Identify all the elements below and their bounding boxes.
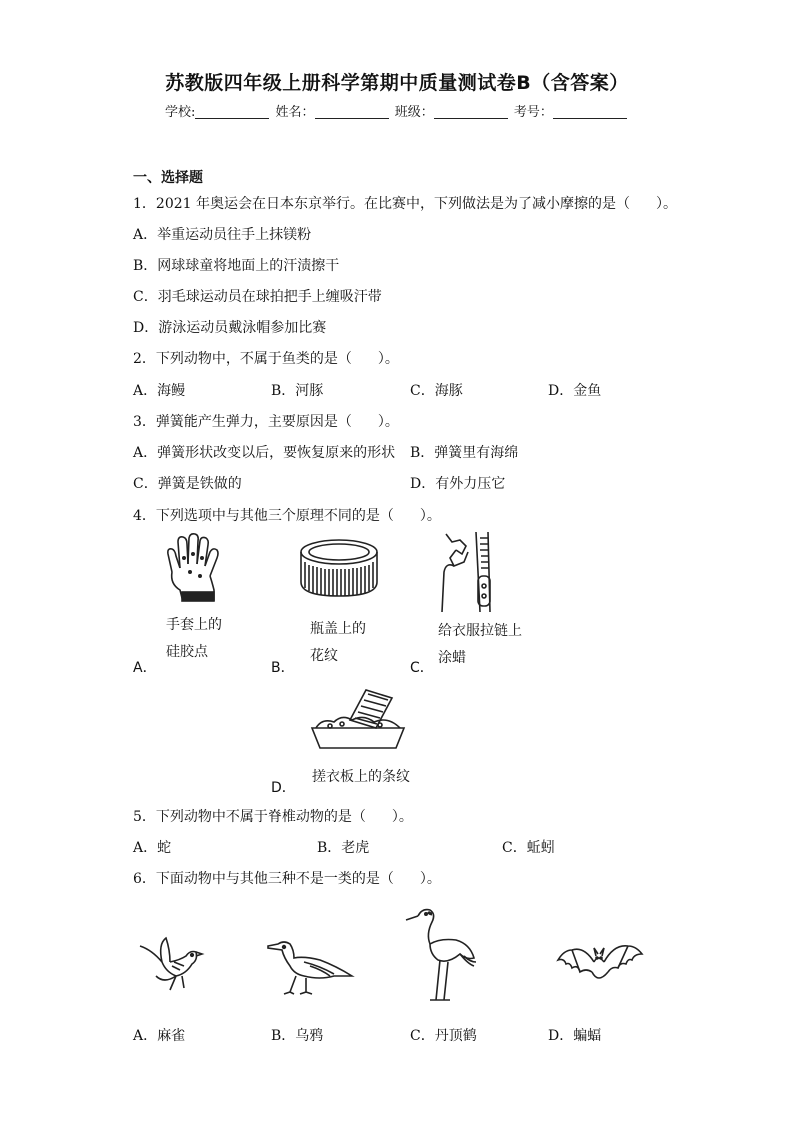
- question-6-option-d: D．蝙蝠: [548, 1028, 602, 1044]
- section-title: 一、选择题: [133, 170, 203, 186]
- question-3-option-a: A．弹簧形状改变以后，要恢复原来的形状: [133, 445, 396, 461]
- question-2-option-d: D．金鱼: [548, 383, 602, 399]
- question-4-stem: 4．下列选项中与其他三个原理不同的是（ ）。: [133, 508, 441, 524]
- page-title: 苏教版四年级上册科学第期中质量测试卷B（含答案）: [165, 72, 629, 94]
- crow-image: [264, 936, 356, 998]
- class-label: 班级：: [394, 105, 434, 120]
- question-5-option-a: A．蛇: [133, 840, 172, 856]
- question-1-option-b: B．网球球童将地面上的汗渍擦干: [133, 258, 340, 274]
- exam-no-blank: [553, 105, 627, 119]
- question-6-option-a: A．麻雀: [133, 1028, 186, 1044]
- question-6-option-b: B．乌鸦: [271, 1028, 324, 1044]
- bottle-cap-image: [296, 538, 382, 602]
- question-2-option-a: A．海鳗: [133, 383, 186, 399]
- school-blank: [195, 105, 269, 119]
- question-3-stem: 3．弹簧能产生弹力，主要原因是（ ）。: [133, 414, 399, 430]
- question-1-option-a: A．举重运动员往手上抹镁粉: [133, 227, 312, 243]
- question-5-option-c: C．蚯蚓: [502, 840, 555, 856]
- glove-image: [160, 532, 230, 607]
- question-1-option-d: D．游泳运动员戴泳帽参加比赛: [133, 320, 327, 336]
- crane-image: [404, 902, 480, 1004]
- question-1-option-c: C．羽毛球运动员在球拍把手上缠吸汗带: [133, 289, 382, 305]
- question-3-option-c: C．弹簧是铁做的: [133, 476, 242, 492]
- question-4-option-d: D．: [271, 780, 296, 796]
- question-5-option-b: B．老虎: [317, 840, 370, 856]
- question-6-stem: 6．下面动物中与其他三种不是一类的是（ ）。: [133, 871, 441, 887]
- question-4-caption-d: 搓衣板上的条纹: [312, 769, 410, 785]
- school-label: 学校:: [165, 105, 196, 120]
- question-3-option-d: D．有外力压它: [410, 476, 506, 492]
- question-4-caption-a: 手套上的 硅胶点: [166, 617, 222, 660]
- question-4-caption-c: 给衣服拉链上 涂蜡: [438, 623, 522, 666]
- question-2-stem: 2．下列动物中，不属于鱼类的是（ ）。: [133, 351, 399, 367]
- question-1-stem: 1．2021 年奥运会在日本东京举行。在比赛中，下列做法是为了减小摩擦的是（ ）。: [133, 196, 677, 212]
- name-label: 姓名：: [275, 105, 315, 120]
- question-4-option-b: B．: [271, 660, 295, 676]
- question-2-option-b: B．河豚: [271, 383, 324, 399]
- zipper-image: [436, 532, 518, 614]
- washboard-image: [308, 686, 408, 756]
- question-4-option-a: A．: [133, 660, 157, 676]
- question-4-caption-b: 瓶盖上的 花纹: [310, 621, 366, 664]
- question-3-option-b: B．弹簧里有海绵: [410, 445, 519, 461]
- exam-no-label: 考号：: [513, 105, 553, 120]
- question-6-option-c: C．丹顶鹤: [410, 1028, 477, 1044]
- question-4-option-c: C．: [410, 660, 434, 676]
- student-info-line: [165, 101, 629, 120]
- name-blank: [315, 105, 389, 119]
- bat-image: [554, 936, 644, 994]
- class-blank: [434, 105, 508, 119]
- question-5-stem: 5．下列动物中不属于脊椎动物的是（ ）。: [133, 809, 413, 825]
- sparrow-image: [136, 936, 202, 996]
- question-2-option-c: C．海豚: [410, 383, 463, 399]
